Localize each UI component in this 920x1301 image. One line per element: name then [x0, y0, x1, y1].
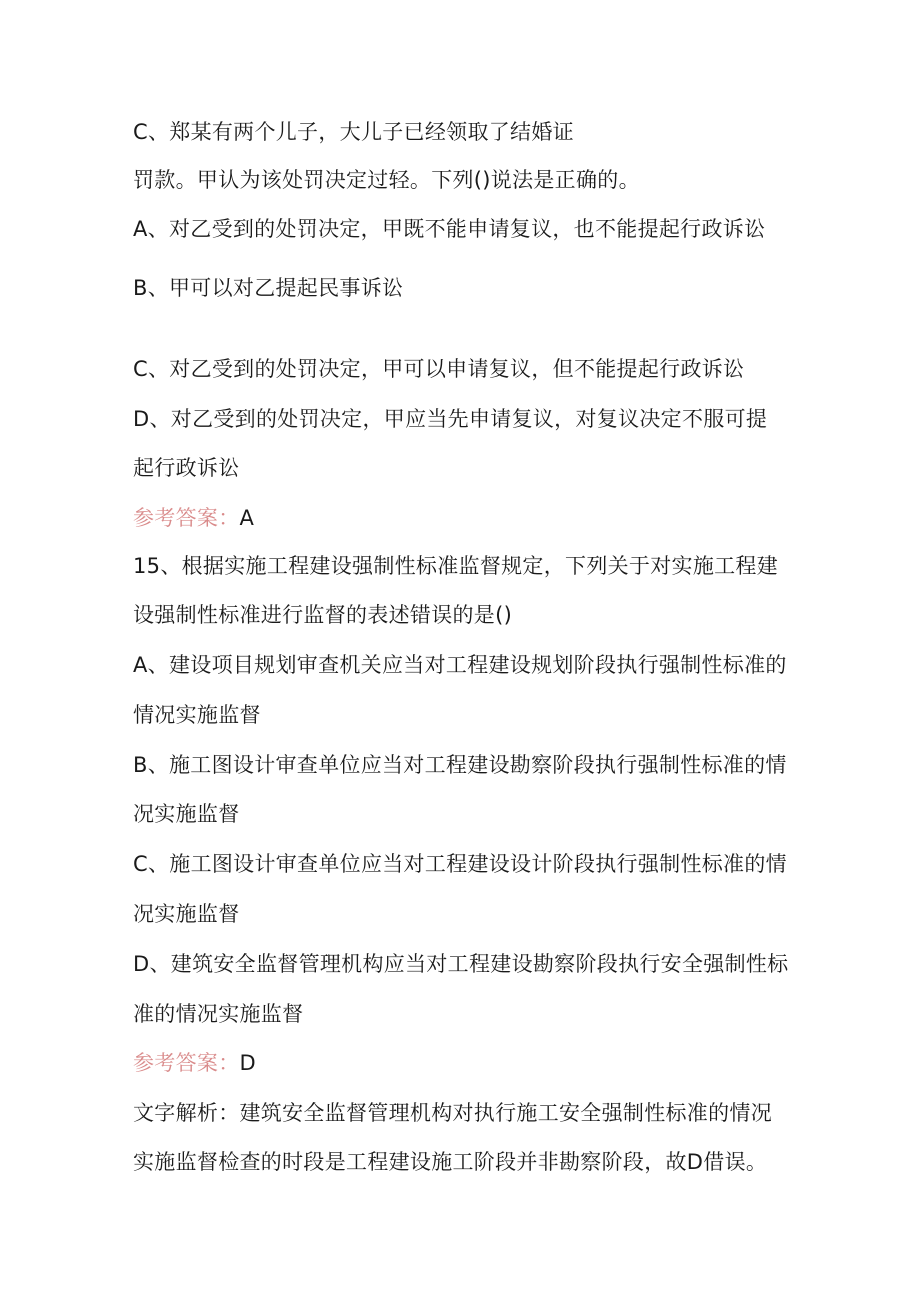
option-a-text: A、对乙受到的处罚决定，甲既不能申请复议，也不能提起行政诉讼: [133, 217, 766, 241]
option-b-text: B、甲可以对乙提起民事诉讼: [133, 276, 404, 300]
q15-option-b-text-cont: 况实施监督: [133, 802, 240, 826]
answer-label: 参考答案：: [133, 506, 240, 530]
explanation-text-cont: 实施监督检查的时段是工程建设施工阶段并非勘察阶段，故D借误。: [133, 1150, 768, 1174]
explanation-text: 文字解析：建筑安全监督管理机构对执行施工安全强制性标准的情况: [133, 1101, 772, 1125]
option-d-text: D、对乙受到的处罚决定，甲应当先申请复议，对复议决定不服可提: [133, 407, 768, 431]
q15-option-c-text: C、施工图设计审查单位应当对工程建设设计阶段执行强制性标准的情: [133, 852, 787, 876]
q15-option-b-text: B、施工图设计审查单位应当对工程建设勘察阶段执行强制性标准的情: [133, 753, 787, 777]
option-d-text-cont: 起行政诉讼: [133, 456, 240, 480]
option-c-text: C、郑某有两个儿子，大儿子已经领取了结婚证: [133, 120, 574, 144]
q15-option-a-text: A、建设项目规划审查机关应当对工程建设规划阶段执行强制性标准的: [133, 653, 787, 677]
answer-label: 参考答案：: [133, 1051, 240, 1075]
q15-option-a-text-cont: 情况实施监督: [133, 703, 261, 727]
q15-option-c-text-cont: 况实施监督: [133, 902, 240, 926]
answer-value: A: [239, 506, 255, 530]
answer-line-q15: [133, 1049, 256, 1077]
q15-option-d-text: D、建筑安全监督管理机构应当对工程建设勘察阶段执行安全强制性标: [133, 952, 789, 976]
q15-option-d-text-cont: 准的情况实施监督: [133, 1002, 304, 1026]
option-c-text: C、对乙受到的处罚决定，甲可以申请复议，但不能提起行政诉讼: [133, 357, 745, 381]
answer-line-q14: [133, 504, 254, 532]
answer-value: D: [239, 1051, 256, 1075]
question-text: 罚款。甲认为该处罚决定过轻。下列()说法是正确的。: [133, 168, 640, 192]
question-15-text: 15、根据实施工程建设强制性标准监督规定，下列关于对实施工程建: [133, 554, 779, 578]
question-15-text-cont: 设强制性标准进行监督的表述错误的是(): [133, 603, 513, 627]
